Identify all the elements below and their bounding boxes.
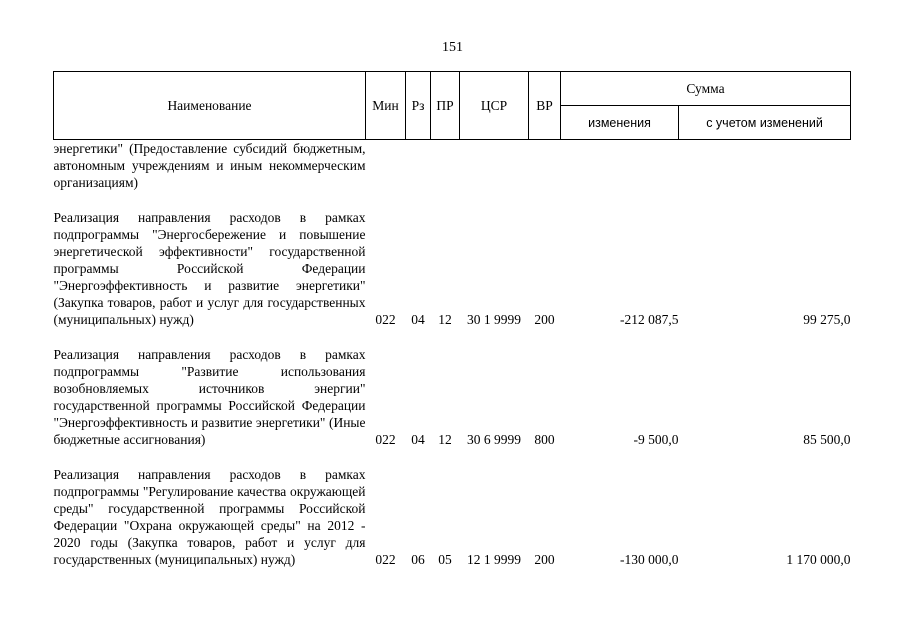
header-vr: ВР [529, 72, 561, 140]
row-with-change: 1 170 000,0 [786, 552, 851, 567]
row-pr: 05 [438, 552, 452, 567]
header-csr: ЦСР [460, 72, 529, 140]
row-with-change [679, 140, 851, 192]
row-change: -130 000,0 [620, 552, 679, 567]
row-change: -9 500,0 [633, 432, 679, 447]
row-pr: 12 [438, 312, 452, 327]
page-number: 151 [442, 40, 463, 55]
row-name: Реализация направления расходов в рамках подпрограммы "Регулирование качества окружающей среды" государственной программы Российской Федерации "Охрана окружающей среды" на 2012 - 2020 годы (Закупка товаров, работ и услуг для государственных (муниципальных) нужд) [53, 467, 366, 567]
row-vr: 200 [534, 312, 555, 327]
row-with-change: 85 500,0 [803, 432, 851, 447]
header-min: Мин [366, 72, 406, 140]
header-rz: Рз [406, 72, 431, 140]
row-min: 022 [375, 432, 396, 447]
row-name: энергетики" (Предоставление субсидий бюджетным, автономным учреждениям и иным некоммерческим организациям) [53, 141, 366, 190]
budget-table [53, 71, 851, 568]
table-header [54, 72, 851, 140]
row-pr: 12 [438, 432, 452, 447]
row-min [366, 140, 406, 192]
header-pr: ПР [431, 72, 460, 140]
header-change: изменения [561, 106, 679, 140]
row-pr [431, 140, 460, 192]
row-csr: 30 1 9999 [467, 312, 521, 327]
table-row [54, 140, 851, 192]
row-change [561, 140, 679, 192]
row-rz: 06 [411, 552, 425, 567]
row-vr: 200 [534, 552, 555, 567]
header-sum: Сумма [561, 72, 851, 106]
row-with-change: 99 275,0 [803, 312, 851, 327]
row-change: -212 087,5 [620, 312, 679, 327]
row-rz: 04 [411, 432, 425, 447]
row-rz [406, 140, 431, 192]
row-min: 022 [375, 312, 396, 327]
header-name: Наименование [54, 72, 366, 140]
row-vr: 800 [534, 432, 555, 447]
row-csr: 30 6 9999 [467, 432, 521, 447]
row-csr [460, 140, 529, 192]
row-min: 022 [375, 552, 396, 567]
row-name: Реализация направления расходов в рамках подпрограммы "Развитие использования возобновляемых источников энергии" государственной программы Российской Федерации "Энергоэффективность и развитие энергетики" (Иные бюджетные ассигнования) [53, 347, 366, 447]
row-name: Реализация направления расходов в рамках подпрограммы "Энергосбережение и повышение энергетической эффективности" государственной программы Российской Федерации "Энергоэффективность и развитие энергетики" (Закупка товаров, работ и услуг для государственных (муниципальных) нужд) [53, 210, 366, 327]
row-rz: 04 [411, 312, 425, 327]
row-vr [529, 140, 561, 192]
row-csr: 12 1 9999 [467, 552, 521, 567]
table-row [54, 209, 851, 328]
header-with-change: с учетом изменений [679, 106, 851, 140]
table-row [54, 466, 851, 568]
table-row [54, 346, 851, 448]
